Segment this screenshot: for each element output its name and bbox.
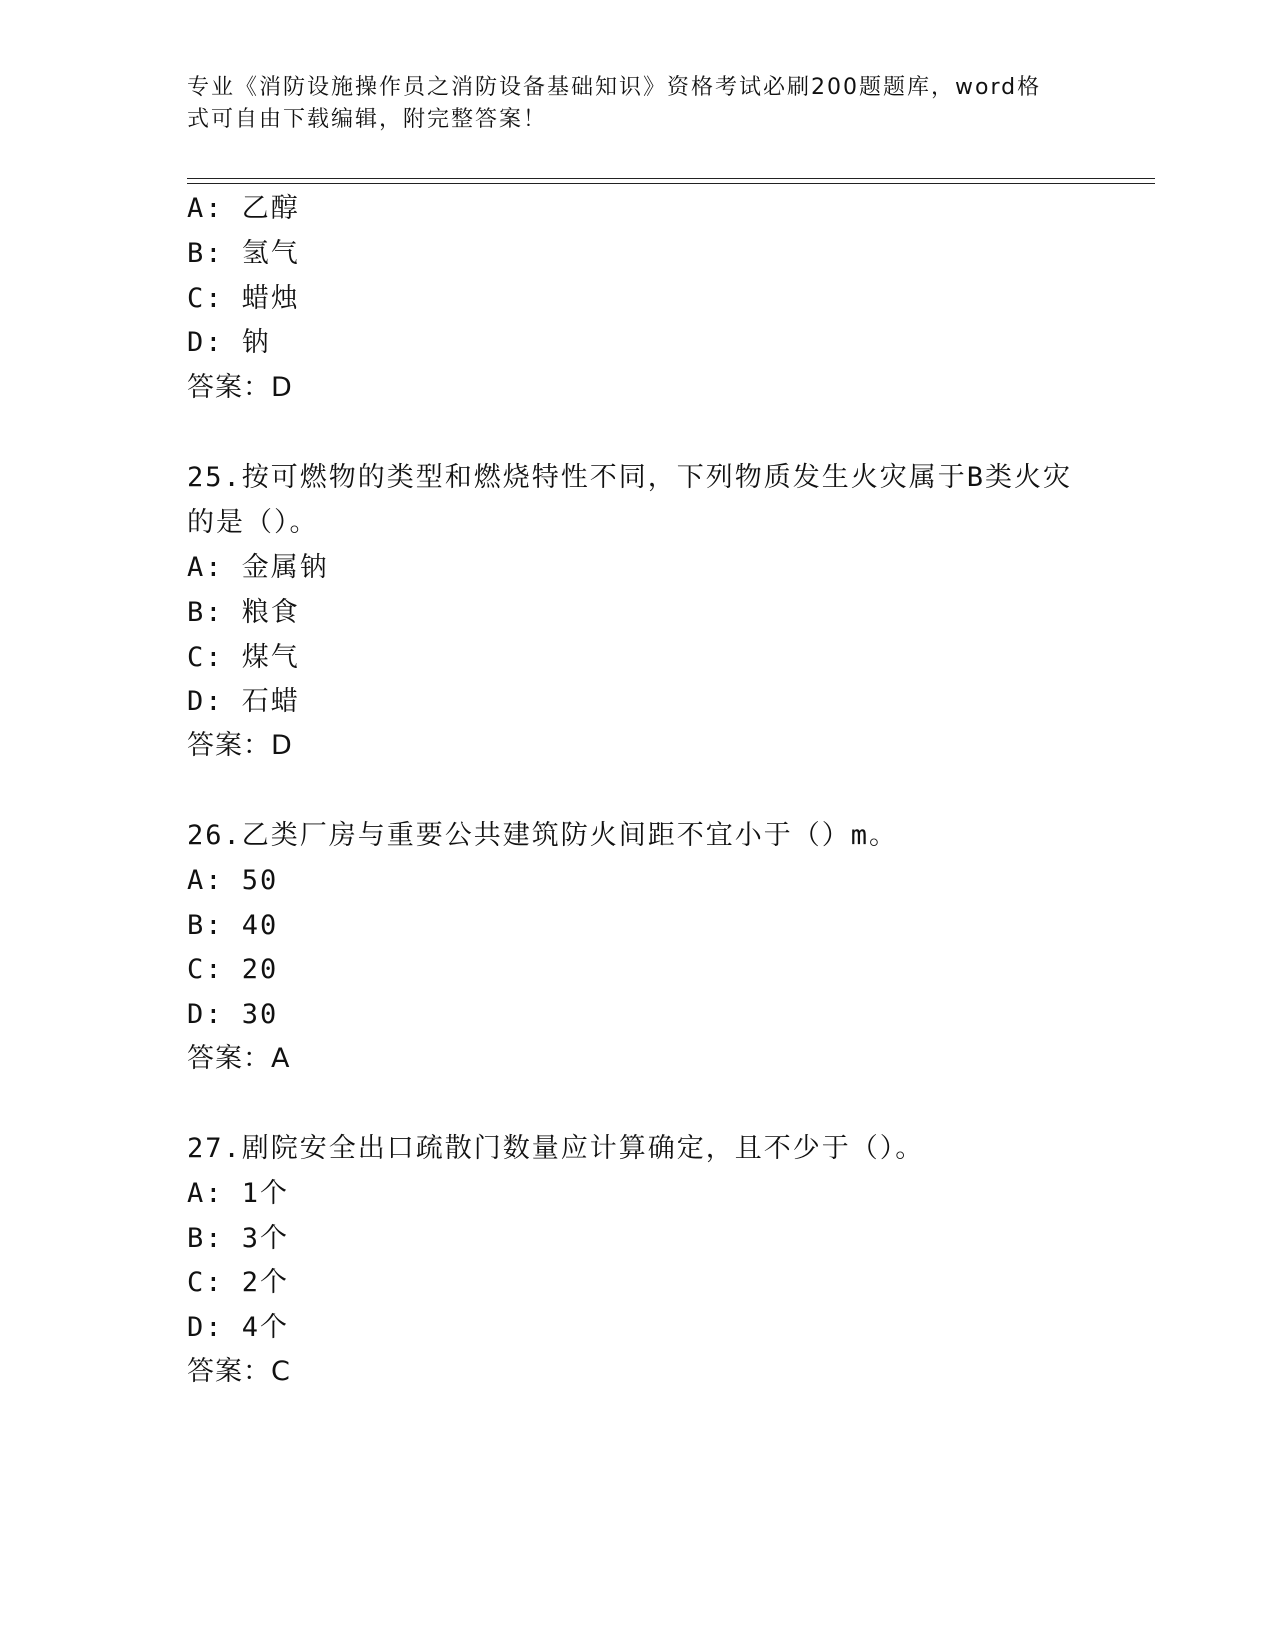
header-line-1: 专业《消防设施操作员之消防设备基础知识》资格考试必刷200题题库，word格 xyxy=(187,75,1042,100)
q25-question-line-1: 25.按可燃物的类型和燃烧特性不同，下列物质发生火灾属于B类火灾 xyxy=(187,462,1073,493)
q24-option-c: C: 蜡烛 xyxy=(187,283,300,314)
q26-option-b: B: 40 xyxy=(187,910,279,941)
q27-option-b: B: 3个 xyxy=(187,1223,290,1254)
q27-option-d: D: 4个 xyxy=(187,1312,290,1343)
q24-option-d: D: 钠 xyxy=(187,327,271,358)
q27-question-line-1: 27.剧院安全出口疏散门数量应计算确定，且不少于（）。 xyxy=(187,1133,925,1164)
header-line-2: 式可自由下载编辑，附完整答案！ xyxy=(187,107,548,132)
q25-question-line-2: 的是（）。 xyxy=(187,507,319,538)
header-divider-bottom xyxy=(187,183,1155,184)
q24-answer: 答案：D xyxy=(187,372,293,403)
q26-answer: 答案：A xyxy=(187,1043,291,1074)
q26-option-d: D: 30 xyxy=(187,999,279,1030)
q25-option-b: B: 粮食 xyxy=(187,597,300,628)
q24-option-b: B: 氢气 xyxy=(187,238,300,269)
q27-answer: 答案：C xyxy=(187,1356,291,1387)
q25-answer: 答案：D xyxy=(187,730,293,761)
q27-option-a: A: 1个 xyxy=(187,1178,290,1209)
q24-option-a: A: 乙醇 xyxy=(187,193,300,224)
document-header xyxy=(187,72,1067,136)
q25-option-d: D: 石蜡 xyxy=(187,686,300,717)
q26-question-line-1: 26.乙类厂房与重要公共建筑防火间距不宜小于（）m。 xyxy=(187,820,899,851)
q25-option-c: C: 煤气 xyxy=(187,642,300,673)
q26-option-c: C: 20 xyxy=(187,954,279,985)
header-divider-top xyxy=(187,178,1155,179)
q27-option-c: C: 2个 xyxy=(187,1267,290,1298)
q26-option-a: A: 50 xyxy=(187,865,279,896)
q25-option-a: A: 金属钠 xyxy=(187,552,329,583)
